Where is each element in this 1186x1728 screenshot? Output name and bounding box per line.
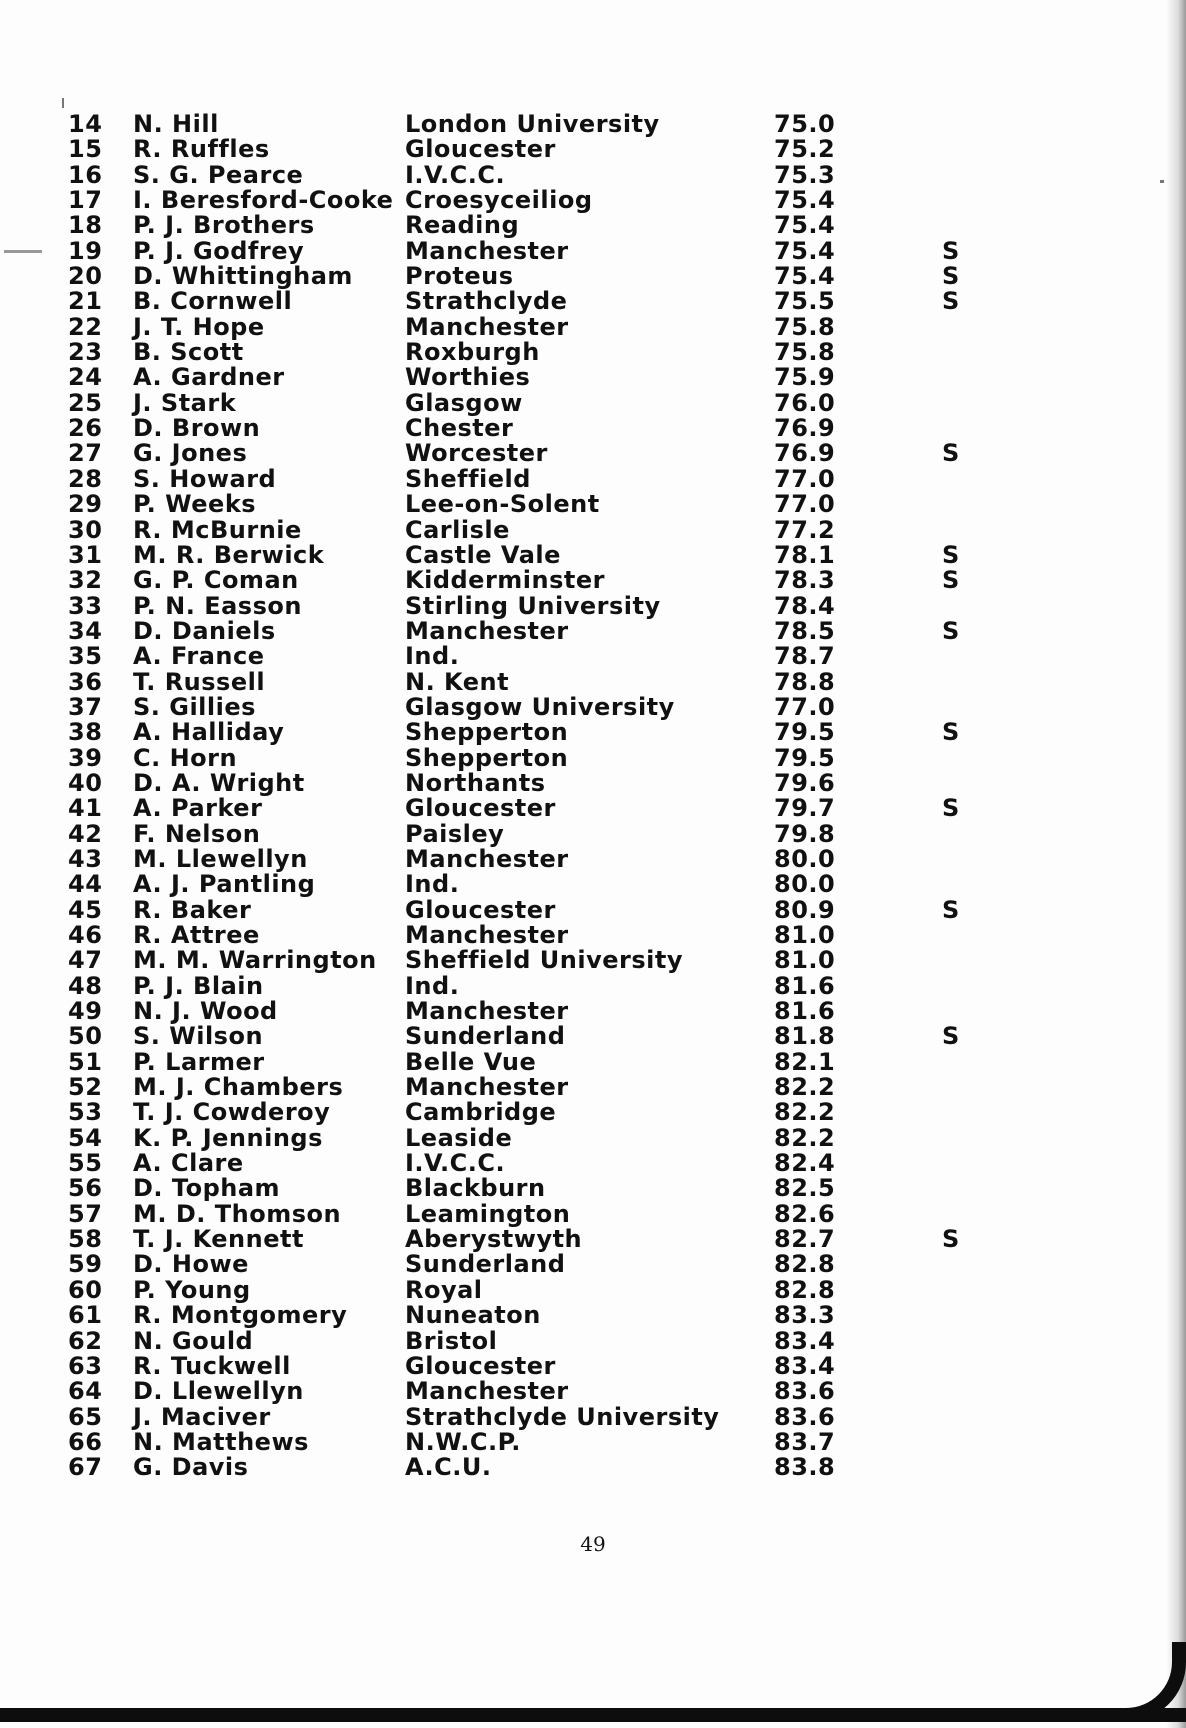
result-row: [68, 872, 968, 897]
position-cell: 39: [68, 743, 103, 772]
position-cell: 60: [68, 1275, 103, 1304]
club-cell: Ind.: [405, 642, 460, 671]
competitor-name-cell: R. Baker: [133, 895, 252, 924]
competitor-name-cell: R. Montgomery: [133, 1301, 348, 1330]
result-row: [68, 188, 968, 213]
time-cell: 80.0: [774, 870, 836, 899]
flag-cell: S: [942, 540, 960, 569]
result-row: [68, 365, 968, 390]
edge-stray-dot: [1160, 180, 1164, 183]
result-row: [68, 768, 968, 797]
competitor-name-cell: J. Stark: [133, 388, 237, 417]
club-cell: Kidderminster: [405, 566, 605, 595]
result-row: [68, 1100, 968, 1125]
competitor-name-cell: D. Llewellyn: [133, 1377, 304, 1406]
competitor-name-cell: P. J. Brothers: [133, 211, 315, 240]
competitor-name-cell: M. D. Thomson: [133, 1199, 342, 1228]
competitor-name-cell: P. J. Godfrey: [133, 236, 305, 265]
bottom-page-edge: [0, 1708, 1186, 1722]
club-cell: Roxburgh: [405, 338, 540, 367]
club-cell: Manchester: [405, 1073, 569, 1102]
competitor-name-cell: T. J. Cowderoy: [133, 1098, 331, 1127]
result-row: [68, 923, 968, 948]
position-cell: 28: [68, 464, 103, 493]
club-cell: Manchester: [405, 312, 569, 341]
result-row: [68, 515, 968, 544]
competitor-name-cell: S. Gillies: [133, 692, 256, 721]
position-cell: 23: [68, 338, 103, 367]
flag-cell: S: [942, 1022, 960, 1051]
time-cell: 78.5: [774, 616, 836, 645]
time-cell: 82.5: [774, 1174, 836, 1203]
position-cell: 64: [68, 1377, 103, 1406]
competitor-name-cell: A. Clare: [133, 1149, 244, 1178]
flag-cell: S: [942, 287, 960, 316]
time-cell: 78.1: [774, 540, 836, 569]
competitor-name-cell: S. Howard: [133, 464, 277, 493]
result-row: [68, 1402, 968, 1431]
competitor-name-cell: G. Jones: [133, 439, 248, 468]
time-cell: 81.6: [774, 971, 836, 1000]
club-cell: Manchester: [405, 1377, 569, 1406]
club-cell: Glasgow University: [405, 692, 675, 721]
result-row: [68, 568, 968, 593]
competitor-name-cell: D. Whittingham: [133, 262, 353, 291]
club-cell: Gloucester: [405, 895, 556, 924]
time-cell: 75.3: [774, 160, 836, 189]
page-edge-shadow: [1166, 0, 1186, 1728]
result-row: [68, 1151, 968, 1176]
time-cell: 79.8: [774, 819, 836, 848]
club-cell: Gloucester: [405, 1351, 556, 1380]
result-row: [68, 720, 968, 745]
position-cell: 25: [68, 388, 103, 417]
competitor-name-cell: A. Gardner: [133, 363, 285, 392]
time-cell: 83.8: [774, 1453, 836, 1482]
flag-cell: S: [942, 236, 960, 265]
position-cell: 32: [68, 566, 103, 595]
position-cell: 20: [68, 262, 103, 291]
competitor-name-cell: P. J. Blain: [133, 971, 264, 1000]
page-number: 49: [580, 1532, 606, 1556]
competitor-name-cell: N. J. Wood: [133, 997, 278, 1026]
time-cell: 82.8: [774, 1250, 836, 1279]
result-row: [68, 264, 968, 289]
time-cell: 82.2: [774, 1098, 836, 1127]
result-row: [68, 492, 968, 517]
club-cell: Strathclyde University: [405, 1402, 720, 1431]
position-cell: 53: [68, 1098, 103, 1127]
position-cell: 45: [68, 895, 103, 924]
time-cell: 77.0: [774, 464, 836, 493]
position-cell: 21: [68, 287, 103, 316]
position-cell: 34: [68, 616, 103, 645]
result-row: [68, 312, 968, 341]
result-row: [68, 844, 968, 873]
result-row: [68, 999, 968, 1024]
result-row: [68, 1455, 968, 1480]
time-cell: 83.3: [774, 1301, 836, 1330]
time-cell: 82.1: [774, 1047, 836, 1076]
time-cell: 75.4: [774, 186, 836, 215]
competitor-name-cell: N. Gould: [133, 1326, 254, 1355]
time-cell: 75.4: [774, 262, 836, 291]
club-cell: Manchester: [405, 616, 569, 645]
position-cell: 66: [68, 1427, 103, 1456]
position-cell: 37: [68, 692, 103, 721]
position-cell: 57: [68, 1199, 103, 1228]
flag-cell: S: [942, 794, 960, 823]
result-row: [68, 1427, 968, 1456]
competitor-name-cell: M. R. Berwick: [133, 540, 325, 569]
result-row: [68, 692, 968, 721]
result-row: [68, 289, 968, 314]
position-cell: 46: [68, 921, 103, 949]
competitor-name-cell: N. Hill: [133, 110, 219, 138]
result-row: [68, 1227, 968, 1252]
club-cell: Gloucester: [405, 135, 556, 164]
time-cell: 75.4: [774, 236, 836, 265]
competitor-name-cell: A. France: [133, 642, 265, 671]
club-cell: London University: [405, 110, 660, 138]
competitor-name-cell: S. Wilson: [133, 1022, 264, 1051]
time-cell: 81.6: [774, 997, 836, 1026]
time-cell: 83.4: [774, 1326, 836, 1355]
result-row: [68, 1024, 968, 1049]
result-row: [68, 1303, 968, 1328]
time-cell: 81.0: [774, 921, 836, 949]
club-cell: A.C.U.: [405, 1453, 492, 1482]
time-cell: 75.0: [774, 110, 836, 138]
position-cell: 14: [68, 110, 103, 138]
time-cell: 77.0: [774, 490, 836, 519]
flag-cell: S: [942, 1225, 960, 1254]
position-cell: 15: [68, 135, 103, 164]
result-row: [68, 137, 968, 162]
result-row: [68, 1351, 968, 1380]
position-cell: 40: [68, 768, 103, 797]
result-row: [68, 895, 968, 924]
competitor-name-cell: M. J. Chambers: [133, 1073, 344, 1102]
competitor-name-cell: P. N. Easson: [133, 591, 302, 620]
result-row: [68, 971, 968, 1000]
result-row: [68, 796, 968, 821]
time-cell: 82.2: [774, 1073, 836, 1102]
club-cell: Shepperton: [405, 718, 569, 747]
results-table: [68, 112, 968, 1481]
position-cell: 24: [68, 363, 103, 392]
result-row: [68, 1075, 968, 1100]
club-cell: Nuneaton: [405, 1301, 541, 1330]
competitor-name-cell: R. Attree: [133, 921, 260, 949]
competitor-name-cell: D. Brown: [133, 414, 261, 443]
competitor-name-cell: S. G. Pearce: [133, 160, 304, 189]
club-cell: N.W.C.P.: [405, 1427, 521, 1456]
position-cell: 36: [68, 667, 103, 696]
result-row: [68, 213, 968, 238]
flag-cell: S: [942, 895, 960, 924]
time-cell: 77.2: [774, 515, 836, 544]
competitor-name-cell: G. P. Coman: [133, 566, 299, 595]
club-cell: Leaside: [405, 1123, 513, 1152]
club-cell: Royal: [405, 1275, 483, 1304]
competitor-name-cell: A. Parker: [133, 794, 263, 823]
result-row: [68, 1176, 968, 1201]
time-cell: 80.9: [774, 895, 836, 924]
competitor-name-cell: F. Nelson: [133, 819, 261, 848]
position-cell: 19: [68, 236, 103, 265]
result-row: [68, 1275, 968, 1304]
flag-cell: S: [942, 718, 960, 747]
competitor-name-cell: D. Daniels: [133, 616, 276, 645]
result-row: [68, 591, 968, 620]
time-cell: 75.5: [774, 287, 836, 316]
result-row: [68, 441, 968, 466]
position-cell: 30: [68, 515, 103, 544]
position-cell: 17: [68, 186, 103, 215]
position-cell: 35: [68, 642, 103, 671]
flag-cell: S: [942, 262, 960, 291]
position-cell: 43: [68, 844, 103, 873]
competitor-name-cell: K. P. Jennings: [133, 1123, 323, 1152]
position-cell: 55: [68, 1149, 103, 1178]
position-cell: 67: [68, 1453, 103, 1482]
competitor-name-cell: M. M. Warrington: [133, 946, 377, 975]
club-cell: Lee-on-Solent: [405, 490, 600, 519]
competitor-name-cell: M. Llewellyn: [133, 844, 308, 873]
result-row: [68, 1047, 968, 1076]
club-cell: I.V.C.C.: [405, 160, 506, 189]
club-cell: Shepperton: [405, 743, 569, 772]
result-row: [68, 340, 968, 365]
club-cell: Northants: [405, 768, 546, 797]
result-row: [68, 1379, 968, 1404]
club-cell: Carlisle: [405, 515, 510, 544]
club-cell: Croesyceiliog: [405, 186, 593, 215]
club-cell: Chester: [405, 414, 514, 443]
time-cell: 78.4: [774, 591, 836, 620]
time-cell: 79.7: [774, 794, 836, 823]
competitor-name-cell: D. Howe: [133, 1250, 249, 1279]
time-cell: 79.5: [774, 718, 836, 747]
time-cell: 75.9: [774, 363, 836, 392]
time-cell: 79.6: [774, 768, 836, 797]
position-cell: 31: [68, 540, 103, 569]
club-cell: Stirling University: [405, 591, 661, 620]
time-cell: 83.4: [774, 1351, 836, 1380]
time-cell: 78.8: [774, 667, 836, 696]
position-cell: 18: [68, 211, 103, 240]
club-cell: Sunderland: [405, 1250, 566, 1279]
competitor-name-cell: B. Scott: [133, 338, 244, 367]
result-row: [68, 1123, 968, 1152]
competitor-name-cell: R. Ruffles: [133, 135, 270, 164]
competitor-name-cell: R. Tuckwell: [133, 1351, 291, 1380]
competitor-name-cell: R. McBurnie: [133, 515, 302, 544]
position-cell: 22: [68, 312, 103, 341]
position-cell: 27: [68, 439, 103, 468]
position-cell: 33: [68, 591, 103, 620]
position-cell: 59: [68, 1250, 103, 1279]
position-cell: 50: [68, 1022, 103, 1051]
result-row: [68, 667, 968, 696]
competitor-name-cell: B. Cornwell: [133, 287, 293, 316]
position-cell: 47: [68, 946, 103, 975]
result-row: [68, 160, 968, 189]
club-cell: Worthies: [405, 363, 531, 392]
result-row: [68, 388, 968, 417]
club-cell: Manchester: [405, 997, 569, 1026]
time-cell: 82.7: [774, 1225, 836, 1254]
competitor-name-cell: P. Young: [133, 1275, 251, 1304]
time-cell: 75.8: [774, 338, 836, 367]
position-cell: 49: [68, 997, 103, 1026]
result-row: [68, 616, 968, 645]
result-row: [68, 464, 968, 493]
position-cell: 51: [68, 1047, 103, 1076]
club-cell: Leamington: [405, 1199, 571, 1228]
club-cell: Reading: [405, 211, 520, 240]
time-cell: 75.2: [774, 135, 836, 164]
time-cell: 83.7: [774, 1427, 836, 1456]
club-cell: Strathclyde: [405, 287, 568, 316]
club-cell: Sheffield University: [405, 946, 683, 975]
club-cell: Ind.: [405, 870, 460, 899]
club-cell: Manchester: [405, 844, 569, 873]
competitor-name-cell: A. J. Pantling: [133, 870, 316, 899]
competitor-name-cell: J. T. Hope: [133, 312, 265, 341]
club-cell: Gloucester: [405, 794, 556, 823]
club-cell: Manchester: [405, 236, 569, 265]
position-cell: 54: [68, 1123, 103, 1152]
competitor-name-cell: I. Beresford-Cooke: [133, 186, 394, 215]
competitor-name-cell: A. Halliday: [133, 718, 285, 747]
competitor-name-cell: G. Davis: [133, 1453, 249, 1482]
margin-stray-mark: [4, 250, 42, 253]
club-cell: I.V.C.C.: [405, 1149, 506, 1178]
club-cell: Sunderland: [405, 1022, 566, 1051]
position-cell: 41: [68, 794, 103, 823]
result-row: [68, 1252, 968, 1277]
time-cell: 77.0: [774, 692, 836, 721]
club-cell: Ind.: [405, 971, 460, 1000]
position-cell: 63: [68, 1351, 103, 1380]
time-cell: 76.9: [774, 439, 836, 468]
club-cell: Manchester: [405, 921, 569, 949]
position-cell: 38: [68, 718, 103, 747]
club-cell: N. Kent: [405, 667, 510, 696]
time-cell: 78.3: [774, 566, 836, 595]
time-cell: 82.8: [774, 1275, 836, 1304]
time-cell: 75.4: [774, 211, 836, 240]
result-row: [68, 540, 968, 569]
position-cell: 56: [68, 1174, 103, 1203]
result-row: [68, 1199, 968, 1228]
club-cell: Cambridge: [405, 1098, 557, 1127]
result-row: [68, 819, 968, 848]
club-cell: Glasgow: [405, 388, 523, 417]
time-cell: 83.6: [774, 1402, 836, 1431]
result-row: [68, 236, 968, 265]
result-row: [68, 416, 968, 441]
position-cell: 48: [68, 971, 103, 1000]
club-cell: Sheffield: [405, 464, 531, 493]
time-cell: 82.6: [774, 1199, 836, 1228]
result-row: [68, 948, 968, 973]
time-cell: 81.0: [774, 946, 836, 975]
club-cell: Blackburn: [405, 1174, 546, 1203]
competitor-name-cell: D. A. Wright: [133, 768, 305, 797]
time-cell: 76.9: [774, 414, 836, 443]
club-cell: Belle Vue: [405, 1047, 537, 1076]
result-row: [68, 1326, 968, 1355]
time-cell: 83.6: [774, 1377, 836, 1406]
competitor-name-cell: N. Matthews: [133, 1427, 309, 1456]
competitor-name-cell: D. Topham: [133, 1174, 281, 1203]
position-cell: 29: [68, 490, 103, 519]
time-cell: 79.5: [774, 743, 836, 772]
club-cell: Proteus: [405, 262, 514, 291]
competitor-name-cell: T. Russell: [133, 667, 266, 696]
competitor-name-cell: C. Horn: [133, 743, 238, 772]
time-cell: 82.4: [774, 1149, 836, 1178]
club-cell: Worcester: [405, 439, 548, 468]
position-cell: 42: [68, 819, 103, 848]
time-cell: 75.8: [774, 312, 836, 341]
flag-cell: S: [942, 439, 960, 468]
club-cell: Paisley: [405, 819, 505, 848]
result-row: [68, 644, 968, 669]
result-row: [68, 743, 968, 772]
time-cell: 81.8: [774, 1022, 836, 1051]
club-cell: Castle Vale: [405, 540, 561, 569]
time-cell: 80.0: [774, 844, 836, 873]
competitor-name-cell: P. Weeks: [133, 490, 257, 519]
flag-cell: S: [942, 566, 960, 595]
result-row: [68, 112, 968, 137]
margin-tick-mark: [62, 98, 64, 108]
competitor-name-cell: J. Maciver: [133, 1402, 271, 1431]
club-cell: Aberystwyth: [405, 1225, 583, 1254]
position-cell: 65: [68, 1402, 103, 1431]
position-cell: 58: [68, 1225, 103, 1254]
competitor-name-cell: T. J. Kennett: [133, 1225, 304, 1254]
position-cell: 61: [68, 1301, 103, 1330]
position-cell: 16: [68, 160, 103, 189]
position-cell: 26: [68, 414, 103, 443]
club-cell: Bristol: [405, 1326, 498, 1355]
time-cell: 78.7: [774, 642, 836, 671]
flag-cell: S: [942, 616, 960, 645]
time-cell: 76.0: [774, 388, 836, 417]
time-cell: 82.2: [774, 1123, 836, 1152]
position-cell: 44: [68, 870, 103, 899]
position-cell: 52: [68, 1073, 103, 1102]
competitor-name-cell: P. Larmer: [133, 1047, 265, 1076]
position-cell: 62: [68, 1326, 103, 1355]
